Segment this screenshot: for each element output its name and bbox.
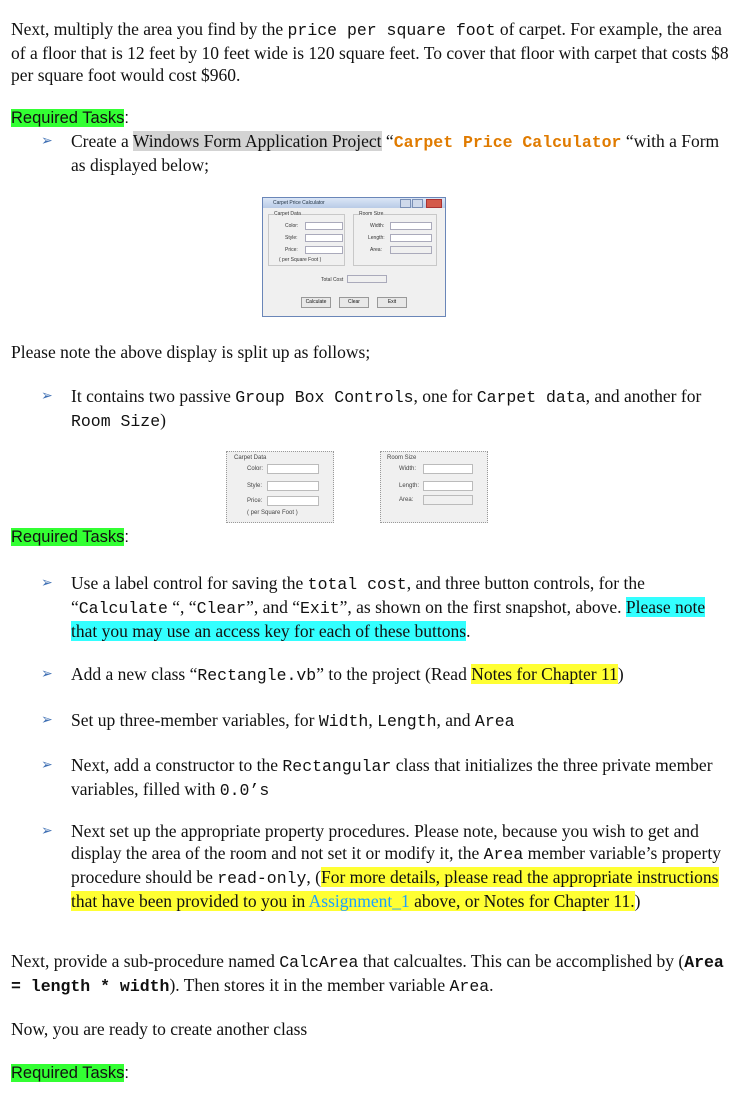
price-input[interactable] [267, 496, 319, 506]
intro-text: Next, multiply the area you find by the [11, 19, 288, 39]
form-titlebar [263, 198, 445, 208]
task-constructor: Next, add a constructor to the Rectangular class that initializes the three private member variables, filled with 0.0’s [71, 755, 713, 800]
width-input[interactable] [423, 464, 473, 474]
area-output [390, 246, 432, 254]
required-tasks-heading: Required Tasks: [11, 1064, 130, 1082]
style-input[interactable] [267, 481, 319, 491]
assignment-1-link[interactable]: Assignment_1 [308, 891, 410, 911]
style-input[interactable] [305, 234, 343, 242]
intro-text-2: of carpet. For example, the area of a floor that is 12 feet by 10 feet wide is 120 square feet. To cover that floor with carpet that costs $8 per square foot would cost $960. [11, 19, 729, 85]
close-icon [426, 199, 442, 208]
carpet-data-group-detail: Carpet Data Color: Style: Price: ( per Square Foot ) [226, 451, 334, 523]
required-tasks-label: Required Tasks [11, 109, 125, 127]
width-input[interactable] [390, 222, 432, 230]
maximize-icon [412, 199, 423, 208]
task-create-project: Create a Windows Form Application Project “Carpet Price Calculator “with a Form as displayed below; [71, 131, 720, 175]
highlight-notes-ch11: Notes for Chapter 11 [471, 664, 618, 684]
task-add-class: Add a new class “Rectangle.vb” to the project (Read Notes for Chapter 11) [71, 664, 624, 685]
bullet-arrow-icon: ➢ [41, 576, 53, 591]
task-properties: Next set up the appropriate property procedures. Please note, because you wish to get and display the area of the room and not set it or modify it, the Area member variable’s property procedure should be read-only, (For more details, please read the appropriate instructions that have been provided to you in Assignment_1 above, or Notes for Chapter 11.) [71, 821, 721, 911]
form-screenshot [262, 197, 446, 317]
length-input[interactable] [390, 234, 432, 242]
calculate-button[interactable]: Calculate [301, 297, 331, 308]
room-size-group: Room Size Width: Length: Area: [353, 214, 437, 266]
highlight-project-type: Windows Form Application Project [132, 131, 382, 151]
bullet-arrow-icon: ➢ [41, 713, 53, 728]
bullet-arrow-icon: ➢ [41, 667, 53, 682]
highlight-access-key-note: Please note that you may use an access key for each of these buttons [71, 597, 706, 641]
group-box-bullet: It contains two passive Group Box Controls, one for Carpet data, and another for Room Size) [71, 386, 702, 431]
area-output [423, 495, 473, 505]
bullet-arrow-icon: ➢ [41, 134, 53, 149]
bullet-arrow-icon: ➢ [41, 758, 53, 773]
bullet-arrow-icon: ➢ [41, 389, 53, 404]
task-members: Set up three-member variables, for Width, Length, and Area [71, 710, 515, 731]
intro-code: price per square foot [287, 21, 496, 40]
bullet-arrow-icon: ➢ [41, 824, 53, 839]
color-input[interactable] [267, 464, 319, 474]
room-size-group-detail: Room Size Width: Length: Area: [380, 451, 488, 523]
form-title: Carpet Price Calculator [273, 200, 325, 206]
total-cost-label: Total Cost [321, 277, 344, 283]
calc-area-paragraph: Next, provide a sub-procedure named CalcArea that calcualtes. This can be accomplished by (Area = length * width). Then stores it in the member variable Area. [11, 951, 724, 996]
price-input[interactable] [305, 246, 343, 254]
project-name: Carpet Price Calculator [393, 133, 622, 152]
required-tasks-heading: Required Tasks: [11, 109, 130, 127]
total-cost-output [347, 275, 387, 283]
split-note: Please note the above display is split up as follows; [11, 342, 371, 362]
task-label-buttons: Use a label control for saving the total cost, and three button controls, for the “Calculate “, “Clear”, and “Exit”, as shown on the first snapshot, above. Please note that you may use an access key for each of these buttons. [71, 573, 706, 641]
exit-button[interactable]: Exit [377, 297, 407, 308]
required-tasks-heading: Required Tasks: [11, 528, 130, 546]
required-tasks-label: Required Tasks [11, 1064, 125, 1082]
clear-button[interactable]: Clear [339, 297, 369, 308]
length-input[interactable] [423, 481, 473, 491]
carpet-data-group: Carpet Data Color: Style: Price: ( per Square Foot ) [268, 214, 345, 266]
color-input[interactable] [305, 222, 343, 230]
intro-paragraph [11, 18, 733, 86]
minimize-icon [400, 199, 411, 208]
required-tasks-label: Required Tasks [11, 528, 125, 546]
now-paragraph: Now, you are ready to create another class [11, 1019, 308, 1039]
